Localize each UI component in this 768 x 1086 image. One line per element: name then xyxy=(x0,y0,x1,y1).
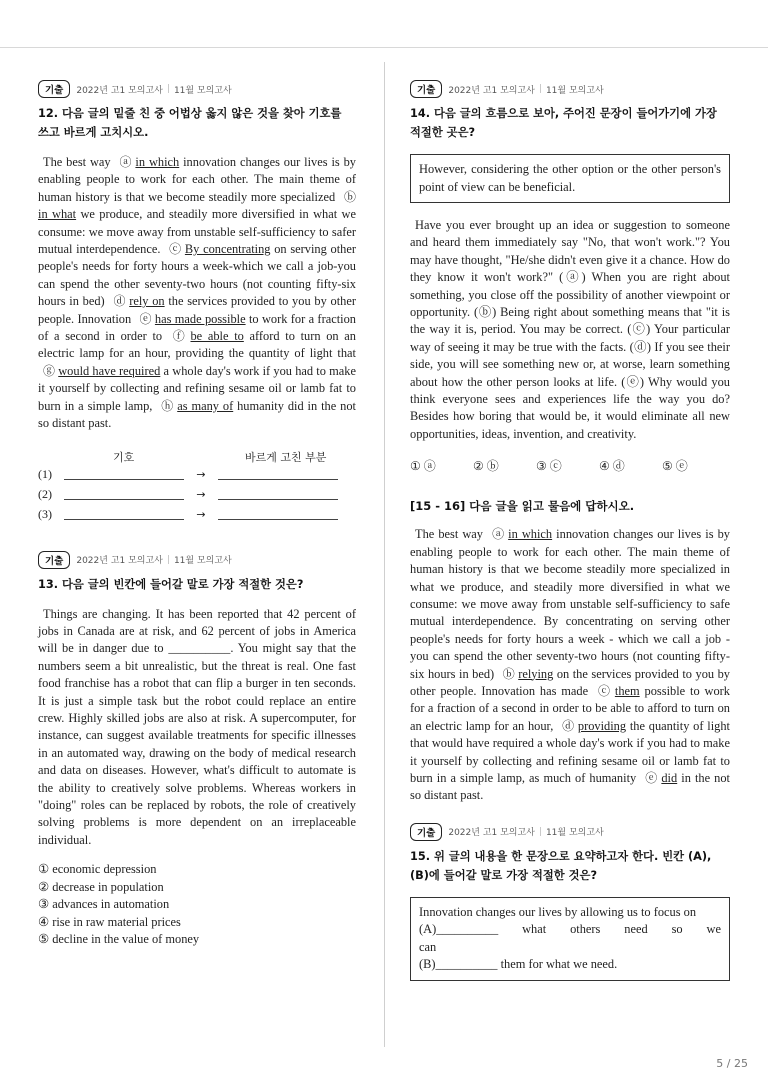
answer-table xyxy=(38,449,356,525)
underlined-phrase: them xyxy=(614,683,640,698)
circled-marker: ⓗ xyxy=(161,398,174,413)
underlined-phrase: be able to xyxy=(190,329,244,344)
underlined-phrase: in which xyxy=(135,155,180,169)
passage-text: on serving other people's needs for forty hours a week-which we call a job-you can spend the other seventy-two hours (not counting fifty-six hours in bed) xyxy=(38,242,356,309)
header-rule xyxy=(0,47,768,48)
passage-text: to work for a fraction of a second in order to xyxy=(38,311,356,344)
answer-blank[interactable] xyxy=(218,489,338,500)
choice-item[interactable]: ③ ⓒ xyxy=(536,459,562,474)
underlined-phrase: as many of xyxy=(177,398,234,413)
exam-year: 2022년 고1 모의고사 xyxy=(76,85,163,96)
option-item[interactable]: ② decrease in population xyxy=(38,879,164,894)
choice-item[interactable]: ① ⓐ xyxy=(410,459,436,474)
exam-month: 11월 모의고사 xyxy=(173,85,232,96)
circled-marker: ⓒ xyxy=(169,242,182,257)
answer-row: (3) → xyxy=(38,505,356,525)
question-14-passage: Have you ever brought up an idea or suggestion to someone and heard them immediately say "No, that won't work."? You may have thought, "He/she didn't even give it a chance. How do they know it won't work?" (ⓐ) When you are right about something, you close off the possibility of another viewpoint or opportunity. (ⓑ) Being right about something means that "it is the way it is, period. You may be correct. (ⓒ) Your particular way of seeing it may be true with the facts. (ⓓ) If you see their side, you will see something new or, at worse, learn something about how the other person looks at life. (ⓔ) Why would you think everyone sees and experiences life the way you do? Besides how boring that would be, it would eliminate all new opportunities, ideas, invention, and creativity. xyxy=(410,218,730,441)
circled-marker: ⓑ xyxy=(343,189,356,204)
question-15-title: 15. 위 글의 내용을 한 문장으로 요약하고자 한다. 빈칸 (A), (B)에 들어갈 말로 가장 적절한 것은? xyxy=(410,849,712,882)
passage-text: the quantity of light that would have required a whole day's work if you had to make it yourself by collecting and refining sesame oil or lamb fat to burn in a simple lamp, as much of humanity xyxy=(410,718,730,785)
circled-marker: ⓕ xyxy=(172,329,185,344)
exam-badge: 기출 xyxy=(410,80,442,98)
circled-marker: ⓓ xyxy=(562,718,575,733)
section-heading: [15 - 16] 다음 글을 읽고 물음에 답하시오. xyxy=(410,499,635,514)
col-symbol-header: 기호 xyxy=(113,450,135,464)
question-13-passage: Things are changing. It has been reported that 42 percent of jobs in Canada are at risk, and 62 percent of jobs in America will be in danger due to __________. You might say that the numbers seem a bit unrealistic, but the threat is real. One fast food franchise has a robot that can flip a burger in ten seconds. It is just a simple task but the robot could replace an entire crew. Highly skilled jobs are also at risk. A supercomputer, for instance, can suggest available treatments for specific illnesses in an automated way, drawing on the body of medical research and data on diseases. However, what's difficult to automate is the ability to creatively solve problems. Whereas workers in "doing" roles can be replaced by robots, the role of creatively solving problems is more dependent on an irreplaceable individual. xyxy=(38,606,356,847)
col-fix-header: 바르게 고친 부분 xyxy=(245,450,327,464)
question-13-options xyxy=(38,861,356,949)
passage-text: possible to work for a fraction of a second in order to be able to afford to turn on an electric lamp for an hour, xyxy=(410,683,730,733)
exam-badge: 기출 xyxy=(38,80,70,98)
underlined-phrase: relying xyxy=(518,666,554,681)
choice-item[interactable]: ② ⓑ xyxy=(473,459,499,474)
exam-badge: 기출 xyxy=(38,551,70,569)
circled-marker: ⓒ xyxy=(597,683,610,698)
underlined-phrase: providing xyxy=(577,718,627,733)
option-item[interactable]: ⑤ decline in the value of money xyxy=(38,932,200,947)
question-15-16-passage xyxy=(410,526,730,805)
column-divider xyxy=(384,62,385,1047)
circled-marker: ⓔ xyxy=(645,770,658,785)
question-12-title: 12. 다음 글의 밑줄 친 중 어법상 옳지 않은 것을 찾아 기호를 쓰고 바르게 고치시오. xyxy=(38,107,342,139)
option-item[interactable]: ① economic depression xyxy=(38,862,157,877)
question-13-title: 13. 다음 글의 빈칸에 들어갈 말로 가장 적절한 것은? xyxy=(38,577,304,591)
question-14-choices xyxy=(410,457,730,474)
answer-row: (2) → xyxy=(38,485,356,505)
passage-text: afford to turn on an electric lamp for an hour, providing the quantity of light that xyxy=(38,329,356,361)
source-tag: 기출 2022년 고1 모의고사 | 11월 모의고사 xyxy=(410,823,730,841)
right-column xyxy=(410,80,730,981)
passage-text: innovation changes our lives is by enabling people to work for each other. The main theme of human history is that we become steadily more specialized in what we produce, and steadily more diversified in what we consume: we move away from unstable self-sufficiency to safe mutual interdependence. By concentrating on serving other people's needs for forty hours a week - which we call a job - you can spend the other seventy-two hours (not counting fifty-six hours in bed) xyxy=(410,527,730,681)
passage-text: innovation changes our lives is by enabling people to work for each other. The main theme of human history is that we become steadily more specialized xyxy=(38,155,356,204)
answer-blank[interactable] xyxy=(218,469,338,480)
source-tag: 기출 2022년 고1 모의고사 | 11월 모의고사 xyxy=(410,80,730,98)
underlined-phrase: in what xyxy=(38,207,77,222)
passage-text: in the not so distant past. xyxy=(410,770,730,803)
source-tag: 기출 2022년 고1 모의고사 | 11월 모의고사 xyxy=(38,80,356,98)
question-14-title: 14. 다음 글의 흐름으로 보아, 주어진 문장이 들어가기에 가장 적절한 곳은? xyxy=(410,107,717,139)
option-item[interactable]: ④ rise in raw material prices xyxy=(38,914,181,929)
passage-text: humanity did in the not so distant past. xyxy=(38,398,356,431)
exam-badge: 기출 xyxy=(410,823,442,841)
left-column xyxy=(38,80,356,949)
answer-blank[interactable] xyxy=(64,489,184,500)
underlined-phrase: in which xyxy=(508,527,553,542)
answer-blank[interactable] xyxy=(64,509,184,520)
given-sentence-box: However, considering the other option or the other person's point of view can be beneficial. xyxy=(410,154,730,203)
circled-marker: ⓓ xyxy=(113,294,126,309)
circled-marker: ⓖ xyxy=(43,363,56,378)
answer-blank[interactable] xyxy=(64,469,184,480)
circled-marker: ⓐ xyxy=(119,155,132,169)
answer-blank[interactable] xyxy=(218,509,338,520)
source-tag: 기출 2022년 고1 모의고사 | 11월 모의고사 xyxy=(38,551,356,569)
passage-text: on the services provided to you by other people. Innovation has made xyxy=(410,666,730,698)
underlined-phrase: rely on xyxy=(129,294,165,309)
underlined-phrase: did xyxy=(661,770,678,785)
underlined-phrase: has made possible xyxy=(154,311,246,326)
passage-text: The best way xyxy=(415,527,488,542)
question-12-passage xyxy=(38,154,356,433)
circled-marker: ⓐ xyxy=(492,527,505,542)
page-number: 5 / 25 xyxy=(716,1057,748,1070)
underlined-phrase: By concentrating xyxy=(184,242,271,257)
option-item[interactable]: ③ advances in automation xyxy=(38,897,170,912)
answer-row: (1) → xyxy=(38,465,356,485)
choice-item[interactable]: ④ ⓓ xyxy=(599,459,625,474)
passage-text: a whole day's work if you had to make it yourself by collecting and refining sesame oil or lamb fat to burn in a simple lamp, xyxy=(38,363,356,413)
circled-marker: ⓔ xyxy=(139,311,152,326)
passage-text: The best way xyxy=(43,155,115,169)
underlined-phrase: would have required xyxy=(58,363,161,378)
choice-item[interactable]: ⑤ ⓔ xyxy=(662,459,688,474)
passage-text: we produce, and steadily more diversified in what we consume: we move away from unstable self-sufficiency to safer mutual interdependence. xyxy=(38,207,356,257)
passage-text: the services provided to you by other people. Innovation xyxy=(38,294,356,326)
summary-box: Innovation changes our lives by allowing us to focus on (A)__________ what others need so we can (B)__________ them for what we need. xyxy=(410,897,730,981)
circled-marker: ⓑ xyxy=(502,666,515,681)
